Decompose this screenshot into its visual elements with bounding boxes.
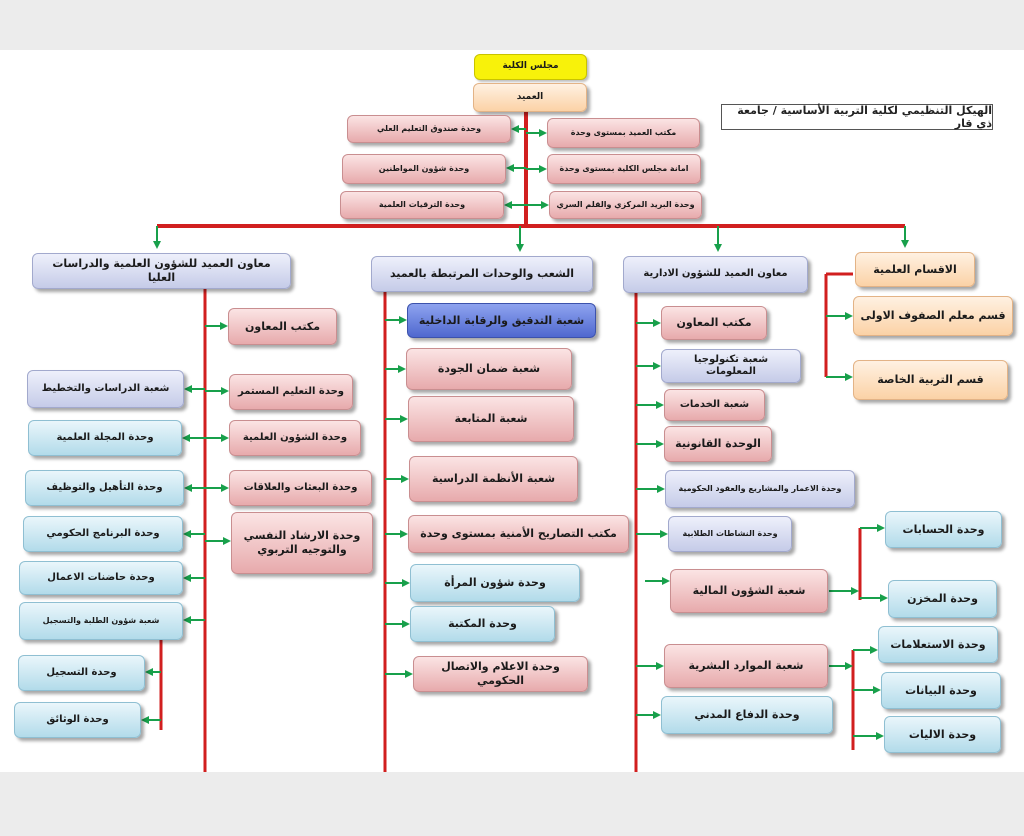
- chart-title: الهيكل التنظيمي لكلية التربية الأساسية / جامعة ذي قار: [721, 104, 993, 130]
- dean-unit: وحدة الاعلام والاتصال الحكومي: [413, 656, 588, 692]
- sci-inner-unit: وحدة الشؤون العلمية: [229, 420, 361, 456]
- department-box: قسم التربية الخاصة: [853, 360, 1008, 400]
- dean-unit: مكتب التصاريح الأمنية بمستوى وحدة: [408, 515, 629, 553]
- dean-unit: شعبة المتابعة: [408, 396, 574, 442]
- branch-head-admin: معاون العميد للشؤون الادارية: [623, 256, 808, 293]
- sci-inner-unit: وحدة البعثات والعلاقات: [229, 470, 372, 506]
- sci-sub-unit: وحدة التسجيل: [18, 655, 145, 691]
- dean-unit: شعبة التدقيق والرقابة الداخلية: [407, 303, 596, 338]
- sci-outer-unit: وحدة المجلة العلمية: [28, 420, 182, 456]
- top-right-unit: وحدة البريد المركزي والقلم السري: [549, 191, 702, 219]
- branch-head-scientific: معاون العميد للشؤون العلمية والدراسات العليا: [32, 253, 291, 289]
- top-right-unit: امانة مجلس الكلية بمستوى وحدة: [547, 154, 701, 184]
- admin-unit: شعبة الخدمات: [664, 389, 765, 421]
- admin-unit: وحدة الدفاع المدني: [661, 696, 833, 734]
- dean-unit: شعبة ضمان الجودة: [406, 348, 572, 390]
- sci-outer-unit: وحدة البرنامج الحكومي: [23, 516, 183, 552]
- top-left-unit: وحدة صندوق التعليم العلي: [347, 115, 511, 143]
- hr-sub-unit: وحدة الاستعلامات: [878, 626, 998, 663]
- admin-unit: وحدة الاعمار والمشاريع والعقود الحكومية: [665, 470, 855, 508]
- college-council-box: مجلس الكلية: [474, 54, 587, 80]
- dean-unit: شعبة الأنظمة الدراسية: [409, 456, 578, 502]
- finance-sub-unit: وحدة الحسابات: [885, 511, 1002, 548]
- admin-unit: وحدة النشاطات الطلابية: [668, 516, 792, 552]
- branch-head-dean-units: الشعب والوحدات المرتبطة بالعميد: [371, 256, 593, 292]
- dean-unit: وحدة المكتبة: [410, 606, 555, 642]
- sci-inner-unit: مكتب المعاون: [228, 308, 337, 345]
- top-right-unit: مكتب العميد بمستوى وحدة: [547, 118, 700, 148]
- sci-outer-unit: وحدة حاضنات الاعمال: [19, 561, 183, 595]
- department-box: قسم معلم الصفوف الاولى: [853, 296, 1013, 336]
- sci-outer-unit: شعبة الدراسات والتخطيط: [27, 370, 184, 408]
- admin-unit: الوحدة القانونية: [664, 426, 772, 462]
- top-left-unit: وحدة الترقيات العلمية: [340, 191, 504, 219]
- admin-unit: شعبة الشؤون المالية: [670, 569, 828, 613]
- sci-outer-unit: وحدة التأهيل والتوظيف: [25, 470, 184, 506]
- sci-sub-unit: وحدة الوثائق: [14, 702, 141, 738]
- finance-sub-unit: وحدة المخزن: [888, 580, 997, 618]
- branch-head-departments: الاقسام العلمية: [855, 252, 975, 287]
- admin-unit: شعبة تكنولوجيا المعلومات: [661, 349, 801, 383]
- dean-box: العميد: [473, 83, 587, 112]
- sci-inner-unit: وحدة التعليم المستمر: [229, 374, 353, 410]
- top-left-unit: وحدة شؤون المواطنين: [342, 154, 506, 184]
- admin-unit: شعبة الموارد البشرية: [664, 644, 828, 688]
- sci-inner-unit: وحدة الارشاد النفسي والتوجيه التربوي: [231, 512, 373, 574]
- admin-unit: مكتب المعاون: [661, 306, 767, 340]
- hr-sub-unit: وحدة البيانات: [881, 672, 1001, 709]
- hr-sub-unit: وحدة الاليات: [884, 716, 1001, 753]
- sci-outer-unit: شعبة شؤون الطلبة والتسجيل: [19, 602, 183, 640]
- org-chart: [0, 50, 1024, 772]
- dean-unit: وحدة شؤون المرأة: [410, 564, 580, 602]
